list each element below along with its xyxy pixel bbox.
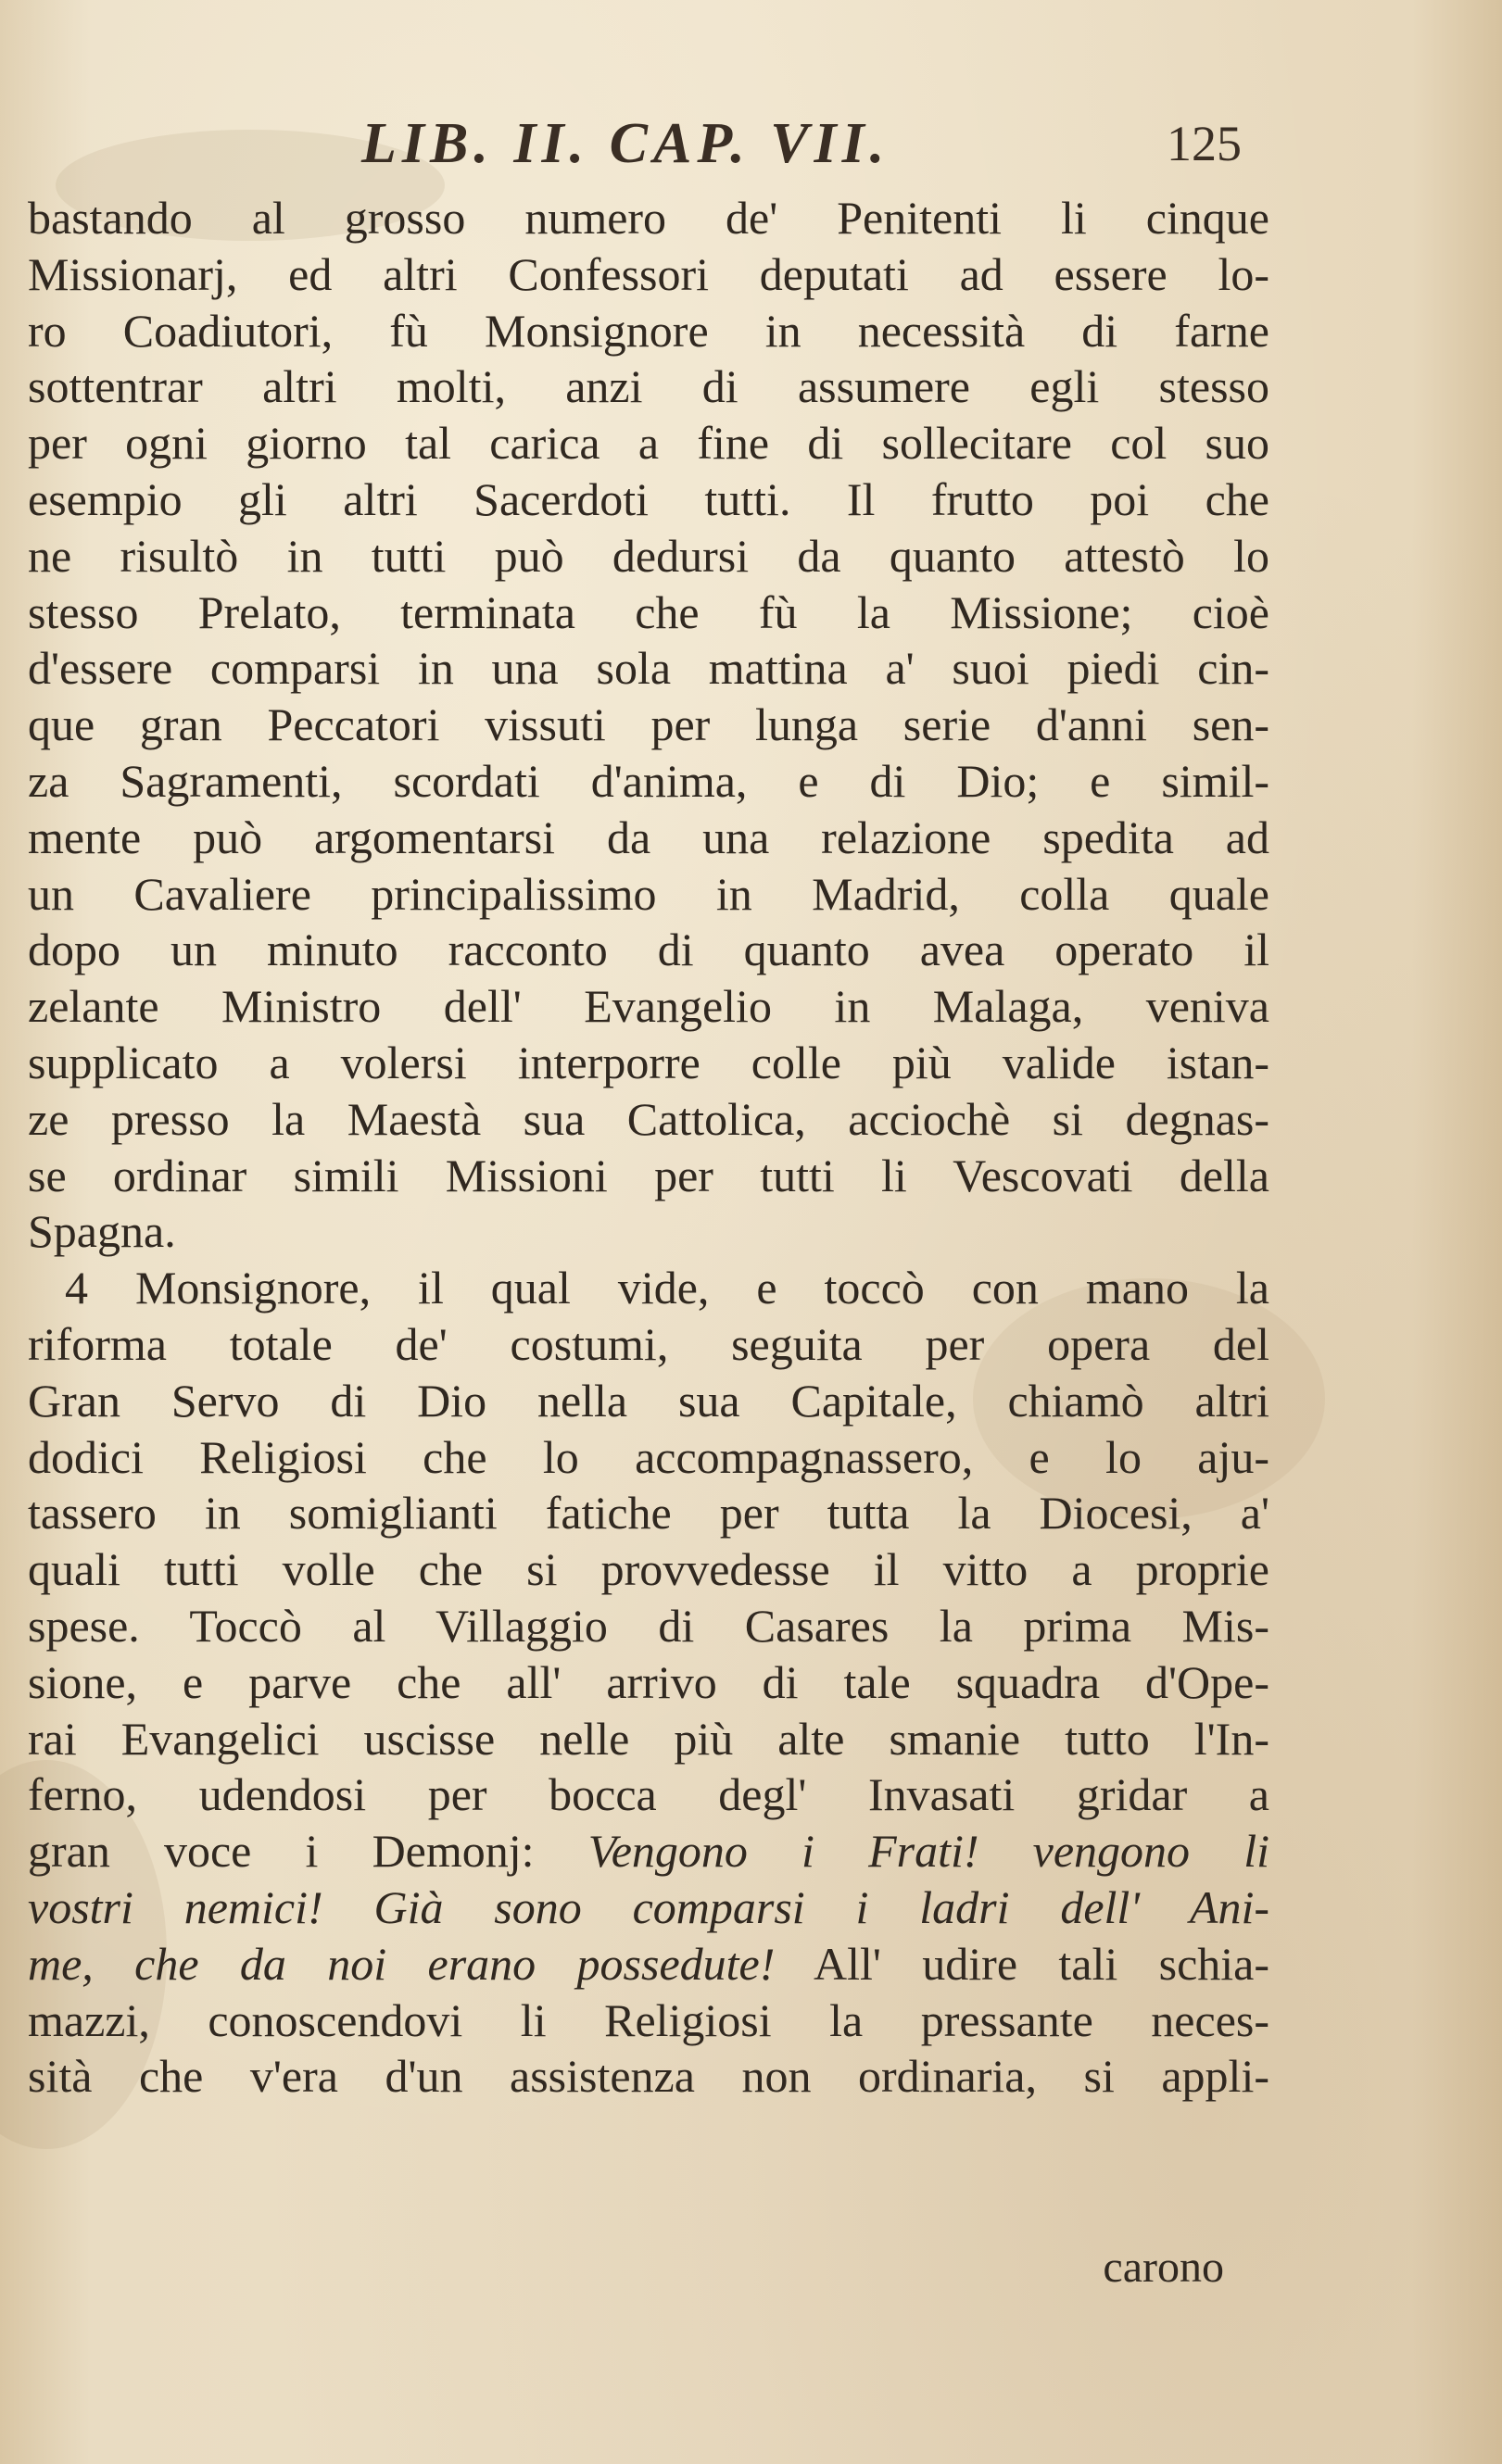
text-line: ro Coadiutori, fù Monsignore in necessità di farne [28, 304, 1269, 357]
text-line-mixed [28, 1936, 1269, 1993]
text-line: Missionarj, ed altri Confessori deputati ad essere lo- [28, 247, 1269, 300]
text-line-italic: vostri nemici! Già sono comparsi i ladri dell' Ani- [28, 1880, 1269, 1933]
text-line: mazzi, conoscendovi li Religiosi la pressante neces- [28, 1993, 1269, 2046]
body-text [28, 190, 1269, 2105]
text-line: spese. Toccò al Villaggio di Casares la prima Mis- [28, 1599, 1269, 1652]
text-line: dodici Religiosi che lo accompagnassero, e lo aju- [28, 1430, 1269, 1483]
text-line: supplicato a volersi interporre colle più valide istan- [28, 1036, 1269, 1088]
text-line: zelante Ministro dell' Evangelio in Malaga, veniva [28, 980, 1269, 1033]
text-line: mente può argomentarsi da una relazione spedita ad [28, 811, 1269, 863]
text-line: tassero in somiglianti fatiche per tutta la Diocesi, a' [28, 1487, 1269, 1540]
text-line-mixed [28, 1823, 1269, 1879]
text-line: bastando al grosso numero de' Penitenti li cinque [28, 192, 1269, 244]
italic-quote: Vengono i Frati! vengono li [587, 1825, 1269, 1878]
text-line: sione, e parve che all' arrivo di tale squadra d'Ope- [28, 1655, 1269, 1708]
text-line: za Sagramenti, scordati d'anima, e di Dio; e simil- [28, 754, 1269, 807]
text-line: riforma totale de' costumi, seguita per opera del [28, 1317, 1269, 1370]
italic-quote: me, che da noi erano possedute! [28, 1937, 776, 1990]
text-line: d'essere comparsi in una sola mattina a' suoi piedi cin- [28, 642, 1269, 695]
text-line: esempio gli altri Sacerdoti tutti. Il frutto poi che [28, 472, 1269, 525]
text-segment: All' udire tali schia- [814, 1937, 1269, 1990]
text-segment: gran voce i Demonj: [28, 1825, 535, 1878]
text-line: sottentrar altri molti, anzi di assumere egli stesso [28, 360, 1269, 413]
text-line: un Cavaliere principalissimo in Madrid, colla quale [28, 867, 1269, 920]
text-line: se ordinar simili Missioni per tutti li Vescovati della [28, 1149, 1269, 1201]
text-line: Gran Servo di Dio nella sua Capitale, chiamò altri [28, 1374, 1269, 1427]
text-line: ferno, udendosi per bocca degl' Invasati gridar a [28, 1768, 1269, 1821]
text-line-paragraph-start: 4 Monsignore, il qual vide, e toccò con mano la [65, 1262, 1269, 1314]
page-number: 125 [1167, 116, 1242, 171]
text-line: per ogni giorno tal carica a fine di sollecitare col suo [28, 417, 1269, 470]
text-line: rai Evangelici uscisse nelle più alte smanie tutto l'In- [28, 1712, 1269, 1765]
text-line-paragraph-end: Spagna. [28, 1205, 176, 1258]
text-line: que gran Peccatori vissuti per lunga serie d'anni sen- [28, 698, 1269, 751]
text-line: ze presso la Maestà sua Cattolica, acciochè si degnas- [28, 1092, 1269, 1145]
running-head: LIB. II. CAP. VII. [361, 112, 890, 175]
text-line: sità che v'era d'un assistenza non ordinaria, si appli- [28, 2050, 1269, 2103]
text-line: quali tutti volle che si provvedesse il vitto a proprie [28, 1543, 1269, 1596]
page-header [28, 111, 1242, 195]
catchword: carono [1103, 2243, 1224, 2292]
text-line: ne risultò in tutti può dedursi da quanto attestò lo [28, 529, 1269, 582]
text-line: dopo un minuto racconto di quanto avea operato il [28, 924, 1269, 976]
text-line: stesso Prelato, terminata che fù la Missione; cioè [28, 585, 1269, 638]
